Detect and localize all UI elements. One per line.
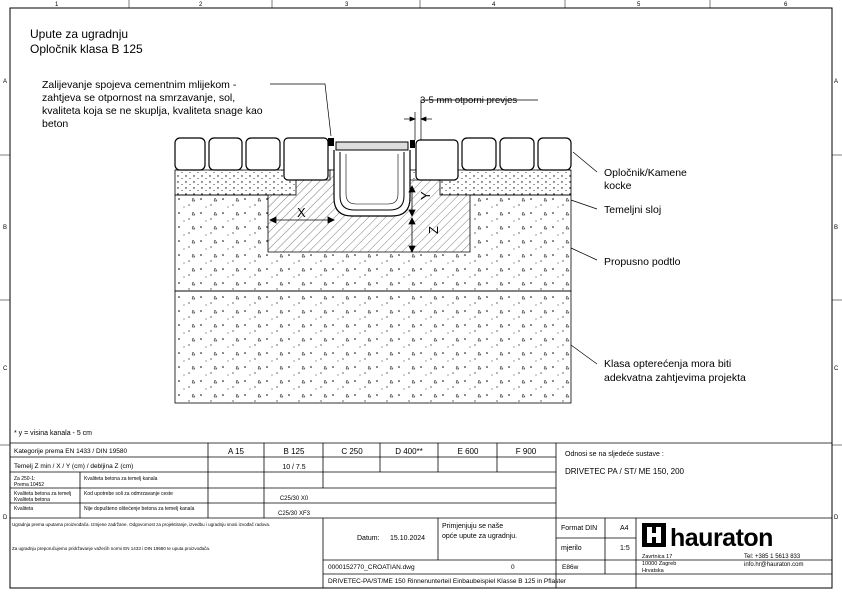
grid-col-5: 5 bbox=[637, 2, 641, 8]
title-line-2: Opločnik klasa B 125 bbox=[30, 42, 143, 56]
company-city: 10000 Zagreb bbox=[642, 561, 677, 567]
class-c250: C 250 bbox=[341, 447, 363, 456]
foundation-dims: 10 / 7.5 bbox=[282, 464, 306, 471]
table-row-label-foundation: Temelj Z min / X / Y (cm) / debljina Z (cm) bbox=[14, 463, 134, 470]
grouting-note-line-1: Zalijevanje spojeva cementnim mlijekom - bbox=[42, 79, 237, 91]
class-f900: F 900 bbox=[515, 447, 537, 456]
concrete-grade-1: C25/30 X0 bbox=[279, 496, 309, 502]
table-row-label-categories: Kategorije prema EN 1433 / DIN 19580 bbox=[14, 448, 128, 455]
drainage-channel bbox=[334, 142, 410, 216]
table-row-label-3a: Za 250-1: bbox=[14, 476, 36, 482]
load-layer bbox=[175, 291, 571, 403]
grate bbox=[336, 142, 408, 150]
table-note-1: Kvaliteta betona za temelj kanala bbox=[84, 476, 158, 482]
footnote: * y = visina kanala - 5 cm bbox=[14, 430, 93, 437]
overhang-note: 3-5 mm otporni prevjes bbox=[420, 95, 518, 106]
grid-row-d: D bbox=[3, 515, 8, 521]
dimension-y-label: Y bbox=[418, 191, 433, 200]
relates-label: Odnosi se na sljedeće sustave : bbox=[565, 451, 664, 458]
paver-note-line-1: Opločnik/Kamene bbox=[604, 167, 687, 179]
notice-line-1: Primjenjuju se naše bbox=[442, 523, 504, 530]
grid-row-c-right: C bbox=[834, 366, 839, 372]
grid-row-a: A bbox=[3, 79, 8, 85]
title-block-text bbox=[12, 447, 685, 585]
grid-row-a-right: A bbox=[834, 79, 839, 85]
subbase-note: Propusno podtlo bbox=[604, 256, 681, 268]
grid-col-2: 2 bbox=[199, 2, 203, 8]
title-line-1: Upute za ugradnju bbox=[30, 27, 129, 41]
date-value: 15.10.2024 bbox=[390, 535, 426, 542]
table-note-4: Nije dopušteno oštećenje betona za temelj kanala bbox=[84, 506, 195, 512]
relates-value: DRIVETEC PA / ST/ ME 150, 200 bbox=[565, 467, 685, 476]
table-note-2: Kod upotrebe soli za odmrzavanje ceste bbox=[84, 491, 173, 497]
grouting-note-line-3: kvaliteta koja se ne skuplja, kvaliteta snage kao bbox=[42, 105, 263, 117]
grid-row-c: C bbox=[3, 366, 8, 372]
file-name: 0000152770_CROATIAN.dwg bbox=[328, 564, 415, 571]
company-phone: Tel: +385 1 5613 833 bbox=[744, 554, 801, 560]
grid-col-1: 1 bbox=[55, 2, 59, 8]
legal-line-2: Za ugradnju preporučujemo pridržavanje važećih normi EN 1433 i DIN 19580 te uputa proizvođača. bbox=[12, 546, 211, 551]
grouting-note-line-2: zahtjeva se otpornost na smrzavanje, sol, bbox=[42, 92, 236, 104]
grid-row-b-right: B bbox=[834, 225, 839, 231]
cross-section-drawing bbox=[175, 112, 571, 403]
table-row-label-4c: Kvaliteta bbox=[14, 506, 34, 512]
concrete-grade-2: C25/30 XF3 bbox=[277, 511, 311, 517]
dimension-z-label: Z bbox=[426, 226, 441, 234]
bottom-title: DRIVETEC-PA/ST/ME 150 Rinnenunterteil Einbaubeispiel Klasse B 125 in Pflaster bbox=[328, 578, 566, 585]
grid-row-b: B bbox=[3, 225, 8, 231]
class-a15: A 15 bbox=[227, 447, 245, 456]
company-block bbox=[642, 523, 803, 574]
grid-col-4: 4 bbox=[492, 2, 496, 8]
overhang-dimension bbox=[404, 112, 432, 140]
scale-label: mjerilo bbox=[561, 545, 582, 552]
date-label: Datum: bbox=[357, 535, 380, 542]
table-row-label-4b: Kvaliteta betona bbox=[14, 497, 50, 503]
load-class-note-line-2: adekvatna zahtjevima projekta bbox=[604, 372, 746, 384]
sheet-code: E86w bbox=[562, 564, 579, 571]
dimension-x-label: X bbox=[297, 205, 306, 220]
hauraton-logo-icon bbox=[642, 523, 666, 547]
grout-joint-left bbox=[328, 138, 334, 146]
grid-col-3: 3 bbox=[345, 2, 349, 8]
notice-line-2: opće upute za ugradnju. bbox=[442, 533, 518, 540]
table-row-label-3b: Prema 10452 bbox=[14, 482, 45, 488]
grid-col-6: 6 bbox=[784, 2, 788, 8]
foundation-note: Temeljni sloj bbox=[604, 204, 662, 216]
company-street: Zavrtnica 17 bbox=[642, 554, 673, 560]
paver-note-line-2: kocke bbox=[604, 180, 632, 192]
format-label: Format DIN bbox=[561, 525, 598, 532]
grouting-note-line-4: beton bbox=[42, 118, 69, 130]
brand-name: hauraton bbox=[670, 524, 773, 552]
grout-joint-right bbox=[410, 140, 415, 148]
legal-line-1: Ugradnja prema uputama proizvođača. Izmjene zadržane. Odgovornost za projektiranje, izvedbu i ugradnju snosi izvođač radova. bbox=[12, 522, 271, 527]
load-class-note-line-1: Klasa opterećenja mora biti bbox=[604, 358, 732, 370]
scale-value: 1:5 bbox=[620, 545, 630, 552]
company-email: info.hr@hauraton.com bbox=[744, 562, 804, 568]
class-b125: B 125 bbox=[283, 447, 305, 456]
company-country: Hrvatska bbox=[642, 568, 664, 574]
grid-row-d-right: D bbox=[834, 515, 839, 521]
class-e600: E 600 bbox=[457, 447, 479, 456]
revision: 0 bbox=[511, 564, 515, 571]
class-d400: D 400** bbox=[395, 447, 423, 456]
table-row-label-4a: Kvaliteta betona za temelj bbox=[14, 491, 72, 497]
format-value: A4 bbox=[620, 525, 629, 532]
